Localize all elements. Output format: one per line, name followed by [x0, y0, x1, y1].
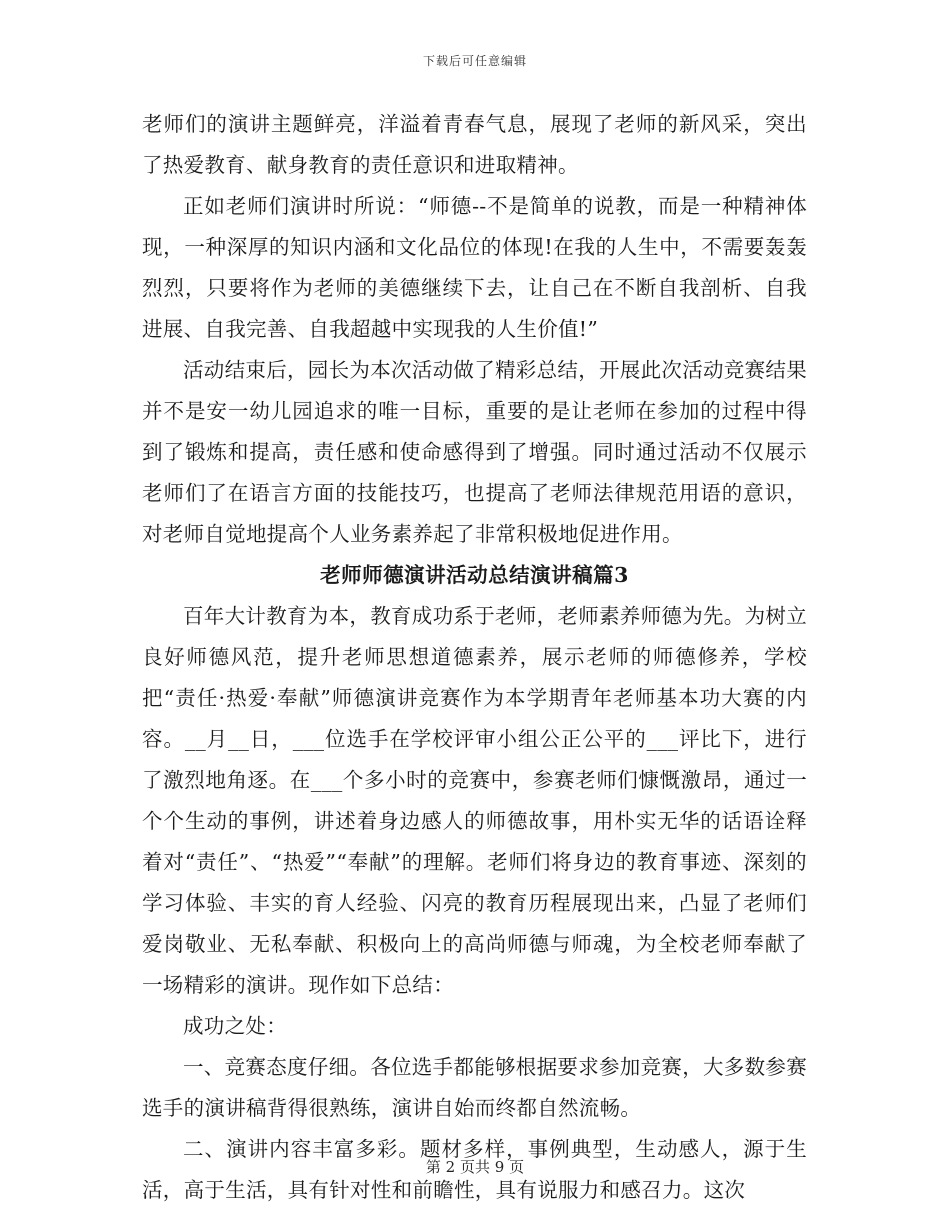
body-paragraph: 老师们的演讲主题鲜亮，洋溢着青春气息，展现了老师的新风采，突出了热爱教育、献身教育的责任意识和进取精神。	[142, 112, 807, 177]
body-paragraph: 一、竞赛态度仔细。各位选手都能够根据要求参加竞赛，大多数参赛选手的演讲稿背得很熟练，演讲自始而终都自然流畅。	[142, 1055, 807, 1120]
body-paragraph: 活动结束后，园长为本次活动做了精彩总结，开展此次活动竞赛结果并不是安一幼儿园追求的唯一目标，重要的是让老师在参加的过程中得到了锻炼和提高，责任感和使命感得到了增强。同时通过活动不仅展示老师们了在语言方面的技能技巧，也提高了老师法律规范用语的意识，对老师自觉地提高个人业务素养起了非常积极地促进作用。	[142, 358, 807, 546]
body-paragraph: 成功之处：	[183, 1014, 287, 1038]
page-header: 下载后可任意编辑	[422, 54, 527, 68]
body-paragraph: 百年大计教育为本，教育成功系于老师，老师素养师德为先。为树立良好师德风范，提升老师思想道德素养，展示老师的师德修养，学校把“责任·热爱·奉献”师德演讲竞赛作为本学期青年老师基本功大赛的内容。__月__日，___位选手在学校评审小组公正公平的___评比下，进行了激烈地角逐。在___个多小时的竞赛中，参赛老师们慷慨激昂，通过一个个生动的事例，讲述着身边感人的师德故事，用朴实无华的话语诠释着对“责任”、“热爱”“奉献”的理解。老师们将身边的教育事迹、深刻的学习体验、丰实的育人经验、闪亮的教育历程展现出来，凸显了老师们爱岗敬业、无私奉献、积极向上的高尚师德与师魂，为全校老师奉献了一场精彩的演讲。现作如下总结：	[142, 604, 807, 997]
page-number: 第 2 页共 9 页	[425, 1158, 525, 1176]
body-paragraph: 正如老师们演讲时所说：“师德--不是简单的说教，而是一种精神体现，一种深厚的知识内涵和文化品位的体现!在我的人生中，不需要轰轰烈烈，只要将作为老师的美德继续下去，让自己在不断自我剖析、自我进展、自我完善、自我超越中实现我的人生价值!”	[142, 194, 807, 341]
document-body	[142, 104, 807, 1211]
body-paragraph: 二、演讲内容丰富多彩。题材多样，事例典型，生动感人，源于生活，高于生活，具有针对性和前瞻性，具有说服力和感召力。这次	[142, 1137, 807, 1202]
section-title: 老师师德演讲活动总结演讲稿篇3	[320, 563, 629, 587]
